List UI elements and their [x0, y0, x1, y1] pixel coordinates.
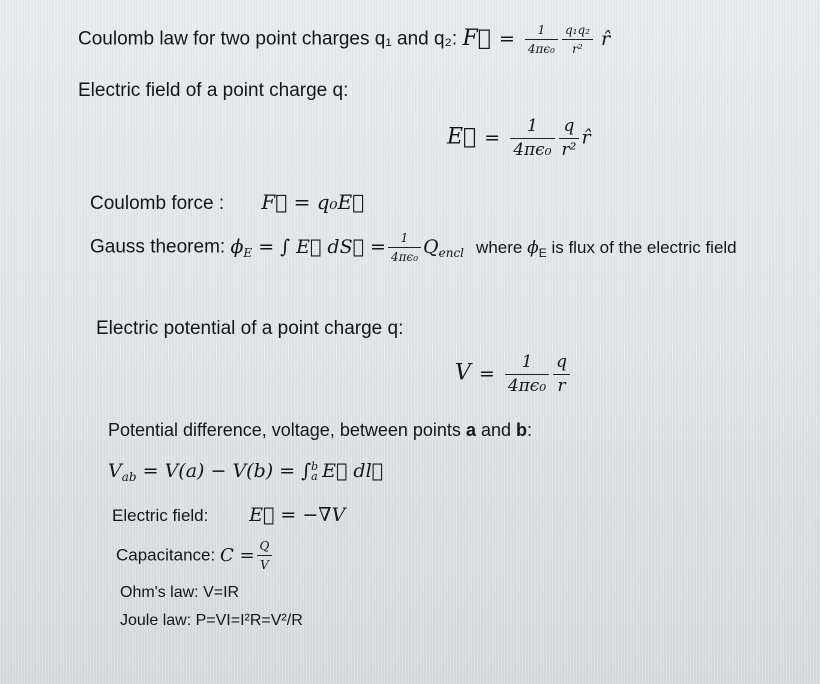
field-point-charge-formula: E⃗ = $\frac{1}{\text{4πϵ₀}}$ $\frac{q}{\text{r²}}$ r̂ — [447, 116, 591, 160]
potential-point-charge-formula: V = $\frac{1}{\text{4πϵ₀}}$ $\frac{q}{r}$ — [455, 354, 572, 395]
potential-difference-formula: $V_{ab} = V(a) - V(b)$ = ∫ b a E⃗ dl⃗ — [108, 460, 384, 484]
gauss-formula: $\phi_E$ = ∫ E⃗ dS⃗ = $\frac{1}{\text{4πϵ₀}}$ $Q_{encl}$ — [230, 231, 464, 264]
gauss-theorem-line — [90, 232, 737, 263]
electric-field-label: Electric field: — [112, 506, 209, 525]
coulomb-law-charge-fraction: $\frac{\text{q₁q₂}}{\text{r²}}$ — [562, 24, 593, 55]
capacitance-line: Capacitance: C = $\frac{Q}{V}$ — [116, 540, 274, 571]
joule-law: Joule law: P=VI=I²R=V²/R — [120, 612, 303, 629]
ohms-law: Ohm's law: V=IR — [120, 584, 240, 601]
potential-difference-label: Potential difference, voltage, between points a and b: — [108, 420, 533, 440]
coulomb-force-label: Coulomb force : — [90, 193, 225, 214]
coulomb-law-line — [78, 24, 610, 55]
coulomb-law-constant-fraction: $\frac{1}{\text{4πϵ₀}}$ — [525, 24, 558, 55]
coulomb-law-text: Coulomb law for two point charges q₁ and q₂: — [78, 28, 458, 50]
gauss-label: Gauss theorem: — [90, 236, 226, 258]
coulomb-force-formula: F⃗ = q₀E⃗ — [261, 190, 365, 214]
field-point-charge-label: Electric field of a point charge q: — [78, 80, 349, 101]
coulomb-force-line — [90, 190, 364, 215]
capacitance-label: Capacitance: — [116, 545, 216, 565]
potential-point-charge-label: Electric potential of a point charge q: — [96, 318, 404, 339]
coulomb-law-formula: F⃗ = $\frac{1}{\text{4πϵ₀}}$ $\frac{\text{q₁q₂}}{\text{r²}}$ r̂ — [462, 23, 611, 56]
gauss-where: where $\phi_E$ is flux of the electric field — [476, 237, 737, 260]
capacitance-fraction: $\frac{Q}{V}$ — [257, 540, 273, 571]
electric-field-gradient-line — [112, 504, 345, 526]
electric-field-formula: E⃗ = −∇V — [249, 504, 346, 526]
